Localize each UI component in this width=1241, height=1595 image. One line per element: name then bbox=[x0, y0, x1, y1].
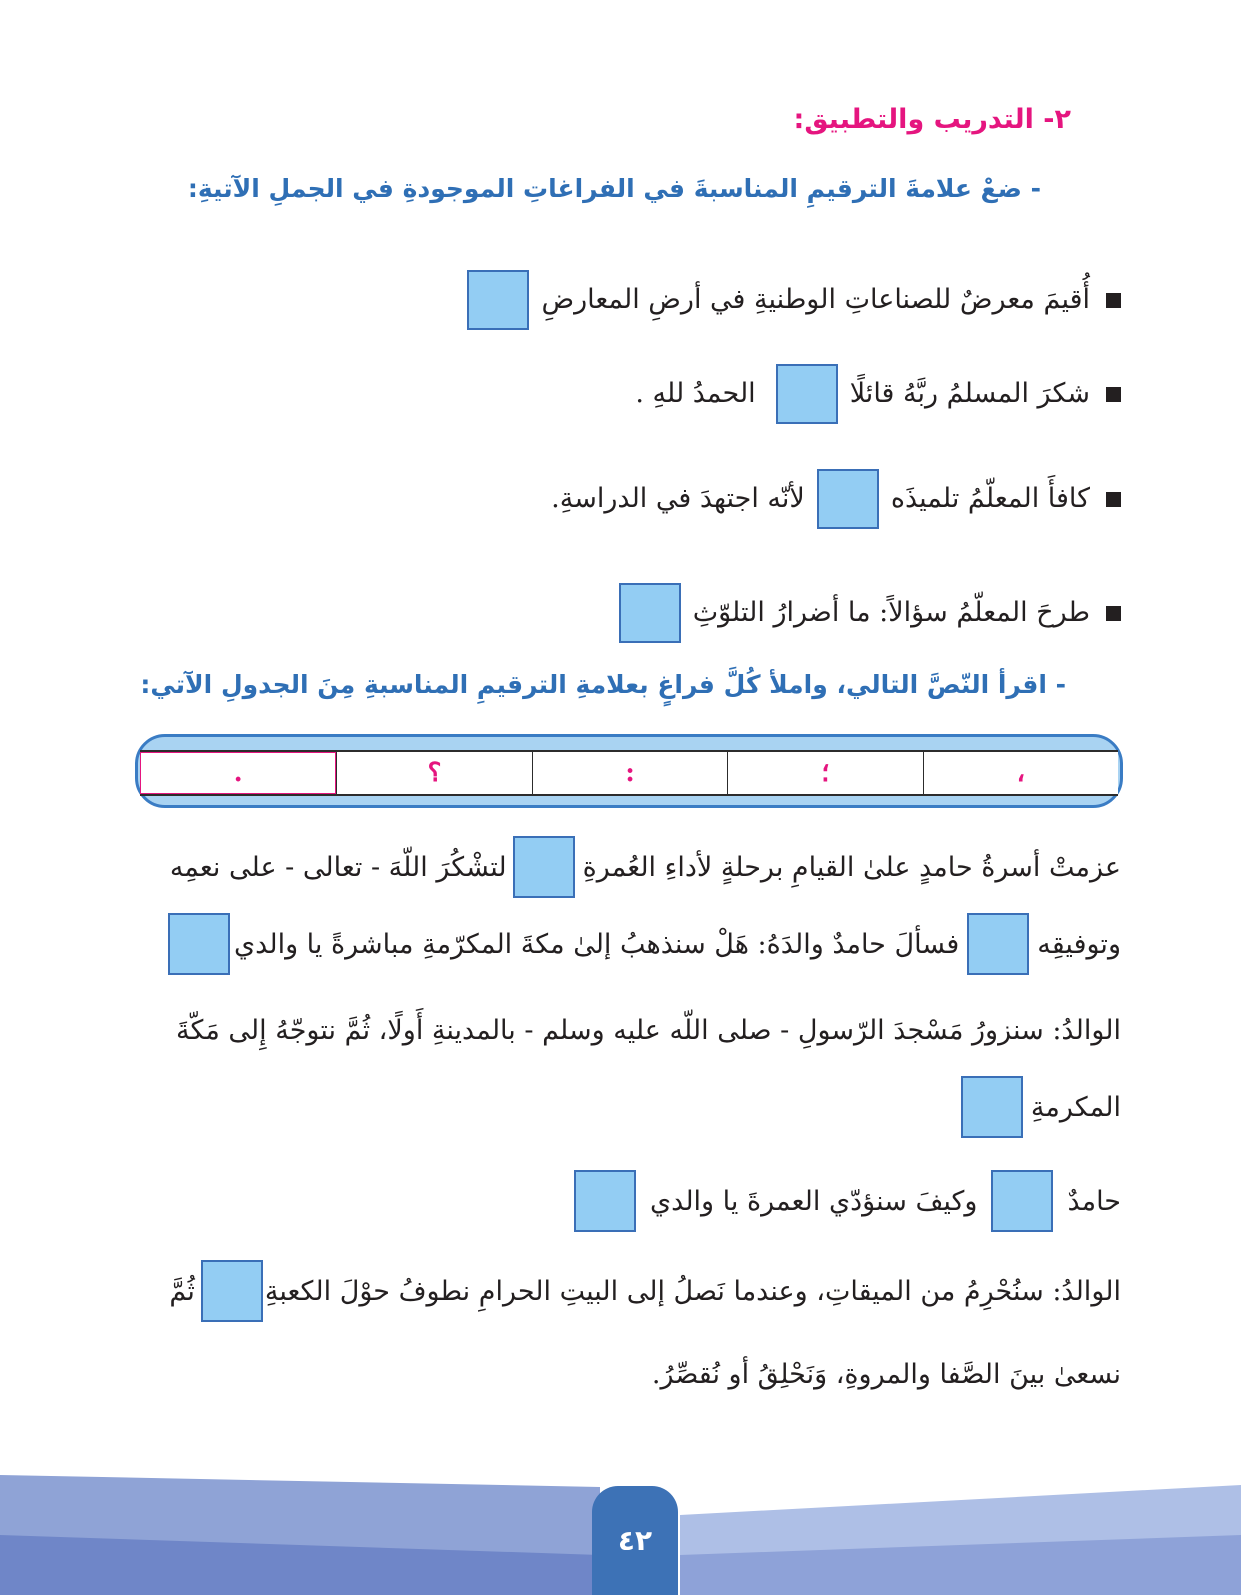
passage-line-4 bbox=[961, 1076, 1121, 1138]
passage-line-6 bbox=[169, 1260, 1121, 1322]
item-text: كافأَ المعلّمُ تلميذَه bbox=[890, 483, 1090, 514]
item-text: أُقيمَ معرضٌ للصناعاتِ الوطنيةِ في أرضِ المعارضِ bbox=[541, 284, 1090, 315]
passage-text: حامدٌ bbox=[1067, 1185, 1121, 1217]
passage-text: الوالدُ: سنُحْرِمُ من الميقاتِ، وعندما نَصلُ إلى البيتِ الحرامِ نطوفُ حوْلَ الكعبةِ bbox=[264, 1275, 1121, 1307]
answer-box[interactable] bbox=[513, 836, 575, 898]
exercise1-item-3 bbox=[551, 468, 1121, 530]
exercise1-item-1 bbox=[467, 269, 1121, 331]
passage-text: عزمتْ أسرةُ حامدٍ علىٰ القيامِ برحلةٍ لأداءِ العُمرةِ bbox=[582, 851, 1121, 883]
passage-line-5 bbox=[574, 1170, 1121, 1232]
table-cell: ، bbox=[923, 752, 1118, 794]
answer-box[interactable] bbox=[991, 1170, 1053, 1232]
answer-box[interactable] bbox=[168, 913, 230, 975]
answer-box[interactable] bbox=[967, 913, 1029, 975]
punctuation-table bbox=[135, 734, 1123, 808]
item-text: طرحَ المعلّمُ سؤالاً: ما أضرارُ التلوّثِ bbox=[692, 597, 1090, 628]
table-cell: ؟ bbox=[336, 752, 531, 794]
answer-box[interactable] bbox=[574, 1170, 636, 1232]
passage-text: ثُمَّ bbox=[169, 1275, 195, 1307]
bullet-square-icon bbox=[1106, 492, 1121, 507]
exercise1-instruction: - ضعْ علامةَ الترقيمِ المناسبةَ في الفراغاتِ الموجودةِ في الجملِ الآتيةِ: bbox=[187, 174, 1041, 203]
page-number: ٤٢ bbox=[592, 1486, 678, 1595]
answer-box[interactable] bbox=[776, 364, 838, 424]
passage-line-7 bbox=[652, 1346, 1121, 1402]
item-text: شكرَ المسلمُ ربَّهُ قائلًا bbox=[849, 378, 1090, 409]
passage-text: لتشْكُرَ اللّهَ - تعالى - على نعمِه bbox=[169, 851, 507, 883]
passage-line-1 bbox=[170, 836, 1121, 898]
passage-text: وتوفيقِه bbox=[1037, 928, 1121, 960]
table-cell: : bbox=[532, 752, 727, 794]
passage-text: الوالدُ: سنزورُ مَسْجدَ الرّسولِ - صلى اللّه عليه وسلم - بالمدينةِ أَولًا، ثُمَّ نتوجّهُ إِلى مَكّةَ bbox=[176, 1014, 1121, 1046]
passage-text: فسألَ حامدٌ والدَهُ: هَلْ سنذهبُ إلىٰ مكةَ المكرّمةِ مباشرةً يا والدي bbox=[234, 928, 960, 960]
answer-box[interactable] bbox=[619, 583, 681, 643]
answer-box[interactable] bbox=[961, 1076, 1023, 1138]
bullet-square-icon bbox=[1106, 387, 1121, 402]
item-text-after: لأنّه اجتهدَ في الدراسةِ. bbox=[551, 483, 805, 514]
bullet-square-icon bbox=[1106, 293, 1121, 308]
item-text-after: الحمدُ للهِ . bbox=[635, 378, 756, 409]
exercise1-item-4 bbox=[619, 582, 1121, 644]
exercise2-instruction: - اقرأ النّصَّ التالي، واملأ كُلَّ فراغٍ بعلامةِ الترقيمِ المناسبةِ مِنَ الجدولِ الآتي: bbox=[140, 670, 1066, 699]
table-cell: . bbox=[140, 752, 336, 794]
answer-box[interactable] bbox=[817, 469, 879, 529]
table-cell: ؛ bbox=[727, 752, 922, 794]
section-title: ٢- التدريب والتطبيق: bbox=[793, 104, 1071, 135]
answer-box[interactable] bbox=[467, 270, 529, 330]
passage-text: وكيفَ سنؤدّي العمرةَ يا والدي bbox=[650, 1185, 978, 1217]
passage-line-2 bbox=[168, 913, 1121, 975]
passage-text: نسعىٰ بينَ الصَّفا والمروةِ، وَنَحْلِقُ أو نُقصِّرُ. bbox=[651, 1358, 1121, 1390]
exercise1-item-2 bbox=[635, 363, 1121, 425]
passage-line-3 bbox=[176, 1000, 1121, 1060]
answer-box[interactable] bbox=[201, 1260, 263, 1322]
bullet-square-icon bbox=[1106, 606, 1121, 621]
passage-text: المكرمةِ bbox=[1030, 1091, 1121, 1123]
